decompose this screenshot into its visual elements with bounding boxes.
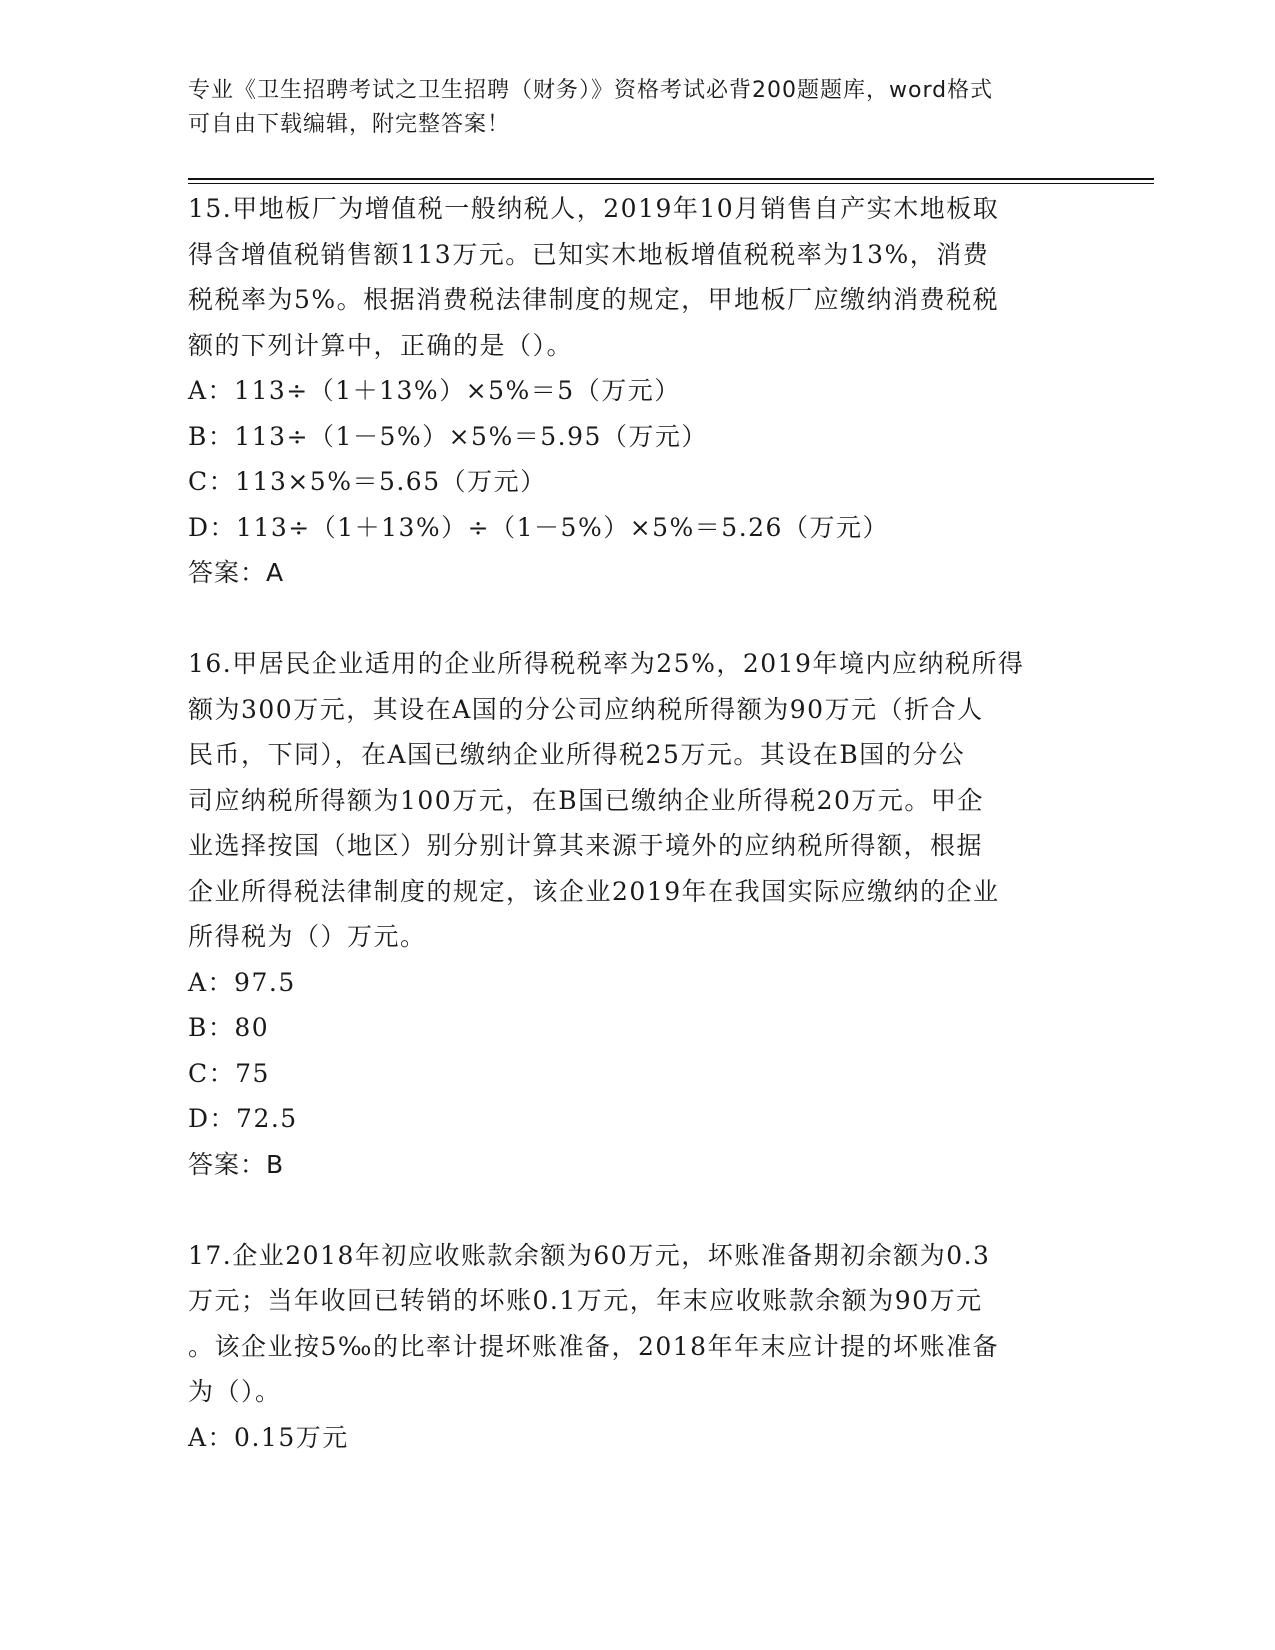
- option-c: C：75: [188, 1058, 270, 1088]
- option-a: A：0.15万元: [188, 1422, 349, 1452]
- answer-line: 答案：A: [188, 558, 285, 587]
- question-stem-line: 企业所得税法律制度的规定，该企业2019年在我国实际应缴纳的企业: [188, 876, 1000, 906]
- question-stem-line: 16.甲居民企业适用的企业所得税税率为25%，2019年境内应纳税所得: [188, 649, 1025, 678]
- question-16: [188, 641, 1088, 1187]
- question-content: [188, 186, 1088, 1460]
- question-stem-line: 额为300万元，其设在A国的分公司应纳税所得额为90万元（折合人: [188, 694, 984, 724]
- question-stem-line: 业选择按国（地区）别分别计算其来源于境外的应纳税所得额，根据: [188, 831, 984, 860]
- option-d: D：72.5: [188, 1104, 298, 1133]
- option-b: B：80: [188, 1013, 270, 1042]
- option-d: D：113÷（1＋13%）÷（1－5%）×5%＝5.26（万元）: [188, 512, 889, 542]
- question-stem-line: 15.甲地板厂为增值税一般纳税人，2019年10月销售自产实木地板取: [188, 194, 1000, 223]
- header-line-1: 专业《卫生招聘考试之卫生招聘（财务）》资格考试必背200题题库，word格式: [188, 78, 994, 103]
- question-stem-line: 得含增值税销售额113万元。已知实木地板增值税税率为13%，消费: [188, 239, 990, 269]
- question-stem-line: 税税率为5%。根据消费税法律制度的规定，甲地板厂应缴纳消费税税: [188, 285, 1000, 314]
- question-17: [188, 1233, 1088, 1461]
- option-b: B：113÷（1－5%）×5%＝5.95（万元）: [188, 421, 708, 451]
- document-header: [188, 74, 1088, 142]
- answer-line: 答案：B: [188, 1149, 285, 1179]
- question-stem-line: 额的下列计算中，正确的是（）。: [188, 330, 574, 360]
- question-gap: [188, 1187, 1088, 1233]
- question-stem-line: 司应纳税所得额为100万元，在B国已缴纳企业所得税20万元。甲企: [188, 785, 984, 815]
- question-stem-line: 民币，下同），在A国已缴纳企业所得税25万元。其设在B国的分公: [188, 740, 966, 769]
- question-stem-line: 万元；当年收回已转销的坏账0.1万元，年末应收账款余额为90万元: [188, 1286, 983, 1315]
- header-divider-thick: [188, 178, 1154, 180]
- question-stem-line: 为（）。: [188, 1377, 282, 1406]
- question-stem-line: 17.企业2018年初应收账款余额为60万元，坏账准备期初余额为0.3: [188, 1240, 991, 1270]
- option-a: A：97.5: [188, 967, 296, 997]
- option-c: C：113×5%＝5.65（万元）: [188, 467, 547, 496]
- header-divider-thin: [188, 183, 1154, 184]
- question-gap: [188, 596, 1088, 642]
- question-stem-line: 所得税为（）万元。: [188, 922, 427, 951]
- question-stem-line: 。该企业按5‰的比率计提坏账准备，2018年年末应计提的坏账准备: [188, 1331, 1000, 1361]
- header-line-2: 可自由下载编辑，附完整答案！: [188, 112, 511, 137]
- question-15: [188, 186, 1088, 596]
- option-a: A：113÷（1＋13%）×5%＝5（万元）: [188, 376, 681, 405]
